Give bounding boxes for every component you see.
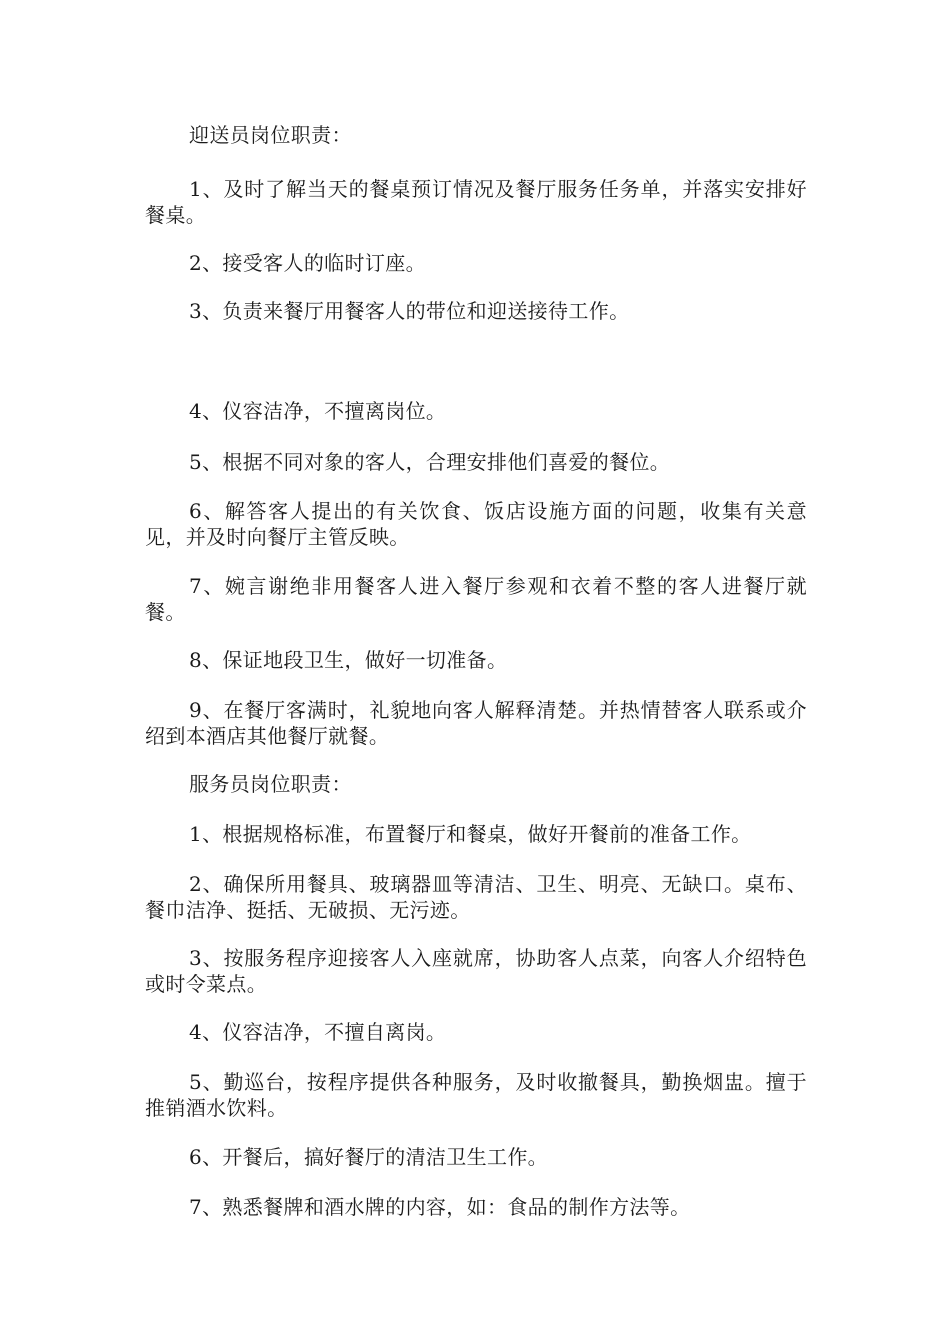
list-item: 6、开餐后，搞好餐厅的清洁卫生工作。 [189, 1145, 549, 1169]
list-item: 9、在餐厅客满时，礼貌地向客人解释清楚。并热情替客人联系或介绍到本酒店其他餐厅就餐。 [145, 698, 807, 748]
list-item: 1、根据规格标准，布置餐厅和餐桌，做好开餐前的准备工作。 [189, 822, 752, 846]
section-heading-greeter: 迎送员岗位职责： [189, 123, 352, 147]
list-item: 3、按服务程序迎接客人入座就席，协助客人点菜，向客人介绍特色或时令菜点。 [145, 946, 807, 996]
list-item: 2、确保所用餐具、玻璃器皿等清洁、卫生、明亮、无缺口。桌布、餐巾洁净、挺括、无破损、无污迹。 [145, 872, 807, 922]
list-item: 6、解答客人提出的有关饮食、饭店设施方面的问题，收集有关意见，并及时向餐厅主管反映。 [145, 499, 807, 549]
list-item: 5、勤巡台，按程序提供各种服务，及时收撤餐具，勤换烟盅。擅于推销酒水饮料。 [145, 1070, 807, 1120]
list-item: 7、熟悉餐牌和酒水牌的内容，如：食品的制作方法等。 [189, 1195, 691, 1219]
list-item: 4、仪容洁净，不擅自离岗。 [189, 1020, 447, 1044]
list-item: 2、接受客人的临时订座。 [189, 251, 426, 275]
list-item: 5、根据不同对象的客人，合理安排他们喜爱的餐位。 [189, 450, 671, 474]
section-heading-waiter: 服务员岗位职责： [189, 772, 352, 796]
list-item: 4、仪容洁净，不擅离岗位。 [189, 399, 447, 423]
list-item: 8、保证地段卫生，做好一切准备。 [189, 648, 508, 672]
list-item: 7、婉言谢绝非用餐客人进入餐厅参观和衣着不整的客人进餐厅就餐。 [145, 574, 807, 624]
list-item: 3、负责来餐厅用餐客人的带位和迎送接待工作。 [189, 299, 630, 323]
list-item: 1、及时了解当天的餐桌预订情况及餐厅服务任务单，并落实安排好餐桌。 [145, 177, 807, 227]
